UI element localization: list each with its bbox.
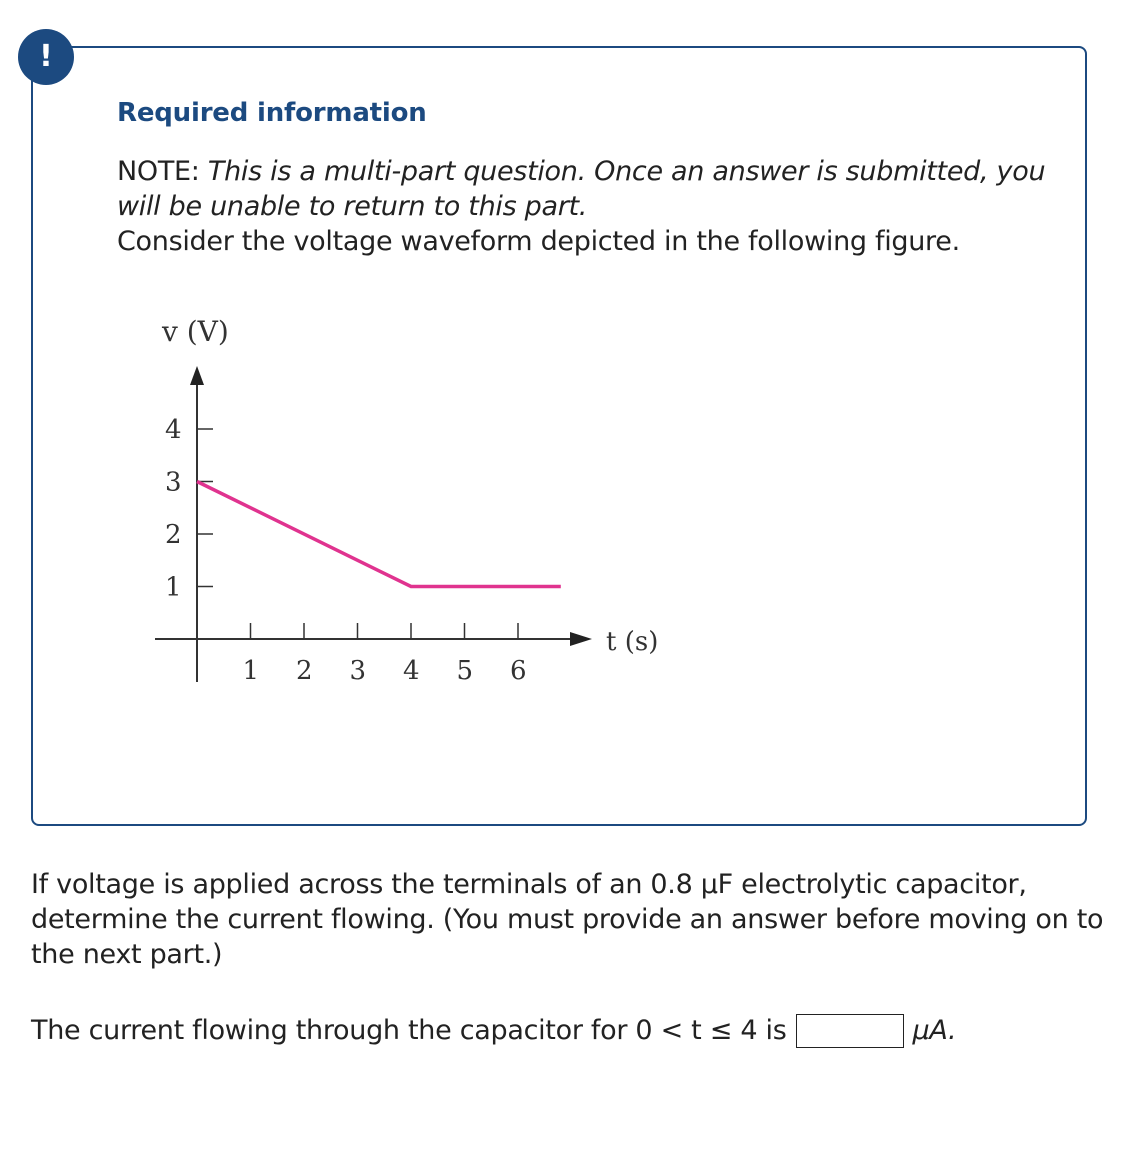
x-axis-label: t (s)	[606, 627, 659, 657]
current-answer-input[interactable]	[796, 1014, 904, 1048]
note-text: This is a multi-part question. Once an answer is submitted, you will be unable to return to this part.	[117, 156, 1046, 222]
y-axis-arrow-icon	[190, 366, 204, 385]
x-tick-label: 5	[456, 656, 474, 686]
answer-prefix: The current flowing through the capacitor for 0 < t ≤ 4 is	[31, 1015, 787, 1046]
y-tick-label: 2	[165, 520, 182, 550]
figure-prompt: Consider the voltage waveform depicted in the following figure.	[117, 226, 960, 257]
x-tick-label: 6	[510, 656, 527, 686]
x-tick-label: 2	[296, 656, 313, 686]
note-label: NOTE:	[117, 156, 200, 187]
voltage-series-line	[197, 482, 561, 587]
answer-line	[31, 1011, 1131, 1051]
y-tick-label: 3	[165, 467, 182, 498]
voltage-waveform-figure	[150, 310, 680, 690]
note-block	[117, 154, 1057, 259]
y-axis-label: v (V)	[162, 315, 229, 348]
x-tick-label: 1	[242, 656, 260, 686]
exclamation-icon: !	[18, 29, 74, 85]
y-tick-label: 1	[165, 572, 182, 603]
x-tick-label: 4	[403, 656, 420, 686]
x-axis-arrow-icon	[570, 632, 592, 646]
answer-unit: µA.	[912, 1015, 957, 1046]
y-tick-label: 4	[165, 415, 182, 445]
required-info-title: Required information	[117, 98, 427, 128]
question-text: If voltage is applied across the terminals of an 0.8 µF electrolytic capacitor, determine the current flowing. (You must provide an answer before moving on to the next part.)	[31, 869, 1104, 970]
x-tick-label: 3	[349, 656, 367, 686]
